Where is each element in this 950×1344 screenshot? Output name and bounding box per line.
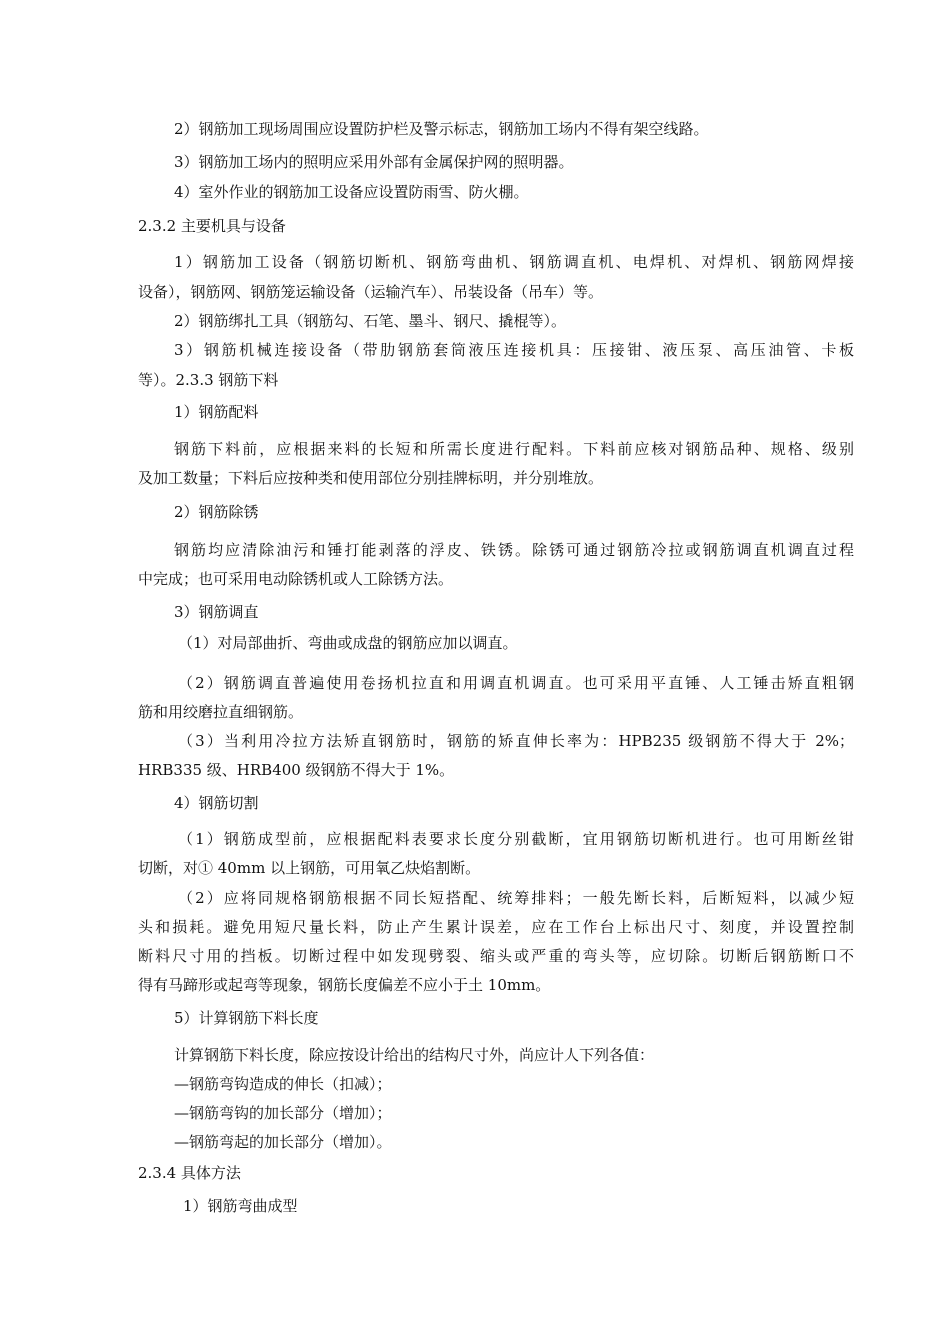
text-line: 等）。2.3.3 钢筋下料 bbox=[138, 371, 279, 389]
text-line: （3）当利用冷拉方法矫直钢筋时，钢筋的矫直伸长率为：HPB235 级钢筋不得大于 2%； bbox=[178, 732, 854, 750]
section-heading: 2.3.2 主要机具与设备 bbox=[138, 217, 286, 235]
subheading: 3）钢筋调直 bbox=[174, 603, 259, 621]
text-line: 切断，对① 40mm 以上钢筋，可用氧乙炔焰割断。 bbox=[138, 859, 481, 877]
text-line: 得有马蹄形或起弯等现象，钢筋长度偏差不应小于土 10mm。 bbox=[138, 976, 551, 994]
text-line: 中完成；也可采用电动除锈机或人工除锈方法。 bbox=[138, 570, 454, 588]
text-line: 2）钢筋加工现场周围应设置防护栏及警示标志，钢筋加工场内不得有架空线路。 bbox=[174, 120, 709, 138]
text-line: 3）钢筋加工场内的照明应采用外部有金属保护网的照明器。 bbox=[174, 153, 574, 171]
subheading: 2）钢筋除锈 bbox=[174, 503, 259, 521]
text-line: 断料尺寸用的挡板。切断过程中如发现劈裂、缩头或严重的弯头等，应切除。切断后钢筋断口不 bbox=[138, 947, 854, 965]
list-item: —钢筋弯钩造成的伸长（扣减）； bbox=[174, 1075, 392, 1093]
text-line: 计算钢筋下料长度，除应按设计给出的结构尺寸外，尚应计人下列各值： bbox=[174, 1046, 655, 1064]
text-line: （2）应将同规格钢筋根据不同长短搭配、统筹排料；一般先断长料，后断短料，以减少短 bbox=[178, 889, 854, 907]
text-line: 筋和用绞磨拉直细钢筋。 bbox=[138, 703, 304, 721]
subheading: 4）钢筋切割 bbox=[174, 794, 259, 812]
list-item: —钢筋弯起的加长部分（增加）。 bbox=[174, 1133, 392, 1151]
section-heading: 2.3.4 具体方法 bbox=[138, 1164, 241, 1182]
text-line: （1）对局部曲折、弯曲或成盘的钢筋应加以调直。 bbox=[178, 634, 518, 652]
subheading: 5）计算钢筋下料长度 bbox=[174, 1009, 319, 1027]
subheading: 1）钢筋弯曲成型 bbox=[183, 1197, 298, 1215]
text-line: 钢筋下料前，应根据来料的长短和所需长度进行配料。下料前应核对钢筋品种、规格、级别 bbox=[174, 440, 854, 458]
text-line: 钢筋均应清除油污和锤打能剥落的浮皮、铁锈。除锈可通过钢筋冷拉或钢筋调直机调直过程 bbox=[174, 541, 854, 559]
text-line: 3）钢筋机械连接设备（带肋钢筋套筒液压连接机具：压接钳、液压泵、高压油管、卡板 bbox=[174, 341, 854, 359]
text-line: （1）钢筋成型前，应根据配料表要求长度分别截断，宜用钢筋切断机进行。也可用断丝钳 bbox=[178, 830, 854, 848]
text-line: 1）钢筋加工设备（钢筋切断机、钢筋弯曲机、钢筋调直机、电焊机、对焊机、钢筋网焊接 bbox=[174, 253, 854, 271]
list-item: —钢筋弯钩的加长部分（增加）； bbox=[174, 1104, 392, 1122]
text-line: 头和损耗。避免用短尺量长料，防止产生累计误差，应在工作台上标出尺寸、刻度，并设置控制 bbox=[138, 918, 854, 936]
text-line: 4）室外作业的钢筋加工设备应设置防雨雪、防火棚。 bbox=[174, 183, 529, 201]
text-line: 设备），钢筋网、钢筋笼运输设备（运输汽车）、吊装设备（吊车）等。 bbox=[138, 283, 604, 301]
text-line: 及加工数量；下料后应按种类和使用部位分别挂牌标明，并分别堆放。 bbox=[138, 469, 604, 487]
text-line: 2）钢筋绑扎工具（钢筋勾、石笔、墨斗、钢尺、撬棍等）。 bbox=[174, 312, 567, 330]
subheading: 1）钢筋配料 bbox=[174, 403, 259, 421]
text-line: （2）钢筋调直普遍使用卷扬机拉直和用调直机调直。也可采用平直锤、人工锤击矫直粗钢 bbox=[178, 674, 854, 692]
text-line: HRB335 级、HRB400 级钢筋不得大于 1%。 bbox=[138, 761, 455, 779]
